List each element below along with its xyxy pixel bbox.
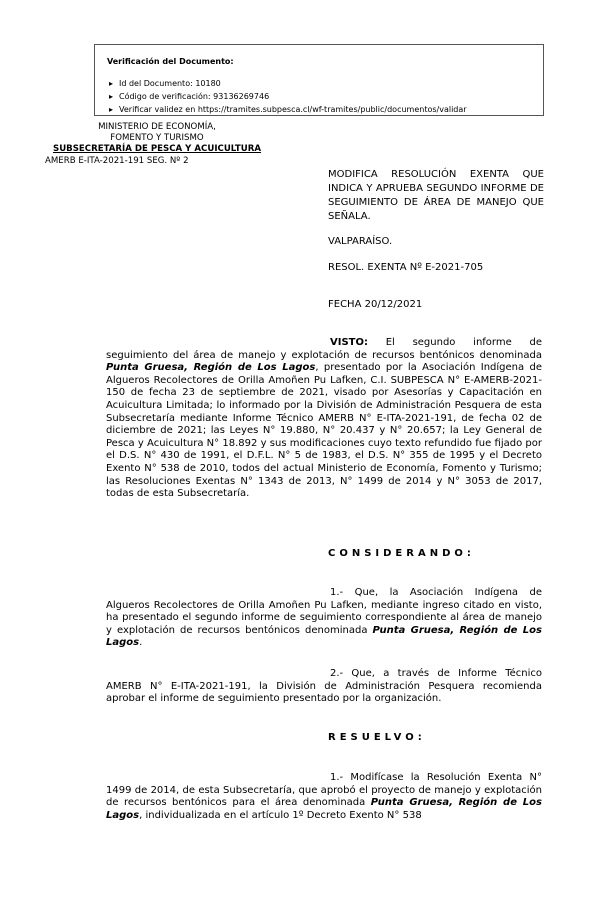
resuelvo-item-1 xyxy=(106,772,542,822)
considerando-item-1 xyxy=(106,587,542,650)
document-date: FECHA 20/12/2021 xyxy=(328,299,423,310)
document-place: VALPARAÍSO. xyxy=(328,236,393,247)
visto-place-name: Punta Gruesa, Región de Los Lagos xyxy=(106,362,316,374)
verification-link[interactable]: ▸ Verificar validez en https://tramites.subpesca.cl/wf-tramites/public/documentos/validar xyxy=(119,103,543,116)
ministry-name-line2: FOMENTO Y TURISMO xyxy=(110,133,204,143)
verification-title: Verificación del Documento: xyxy=(107,57,234,66)
document-id: ▸ Id del Documento: 10180 xyxy=(119,77,543,90)
considerando-1-place-name: Punta Gruesa, Región de Los Lagos xyxy=(106,624,542,649)
document-title: MODIFICA RESOLUCIÓN EXENTA QUE INDICA Y APRUEBA SEGUNDO INFORME DE SEGUIMIENTO DE ÁREA DE MANEJO QUE SEÑALA. xyxy=(328,169,544,222)
visto-paragraph xyxy=(106,337,542,501)
considerando-item-2 xyxy=(106,668,542,706)
resuelvo-1-text-2: , individualizada en el artículo 1º Decreto Exento N° 538 xyxy=(139,809,422,821)
subsecretaria-name: SUBSECRETARÍA DE PESCA Y ACUICULTURA xyxy=(53,144,261,154)
verification-list xyxy=(107,77,543,116)
ministry-header xyxy=(36,122,278,155)
visto-label: VISTO: xyxy=(330,337,368,348)
ministry-name-line1: MINISTERIO DE ECONOMÍA, xyxy=(98,122,216,132)
visto-text-1: El segundo informe de seguimiento del área de manejo y explotación de recursos bentónicos denominada xyxy=(106,337,542,361)
resuelvo-1-text-1: 1.- Modifícase la Resolución Exenta N° 1499 de 2014, de esta Subsecretaría, que aprobó el proyecto de manejo y explotación de recursos bentónicos para el área denominada xyxy=(106,772,542,809)
resuelvo-1-place-name: Punta Gruesa, Región de Los Lagos xyxy=(106,797,542,821)
considerando-1-text-2: . xyxy=(139,637,143,649)
visto-text-2: , presentado por la Asociación Indígena de Algueros Recolectores de Orilla Amoñen Pu Lafken, C.I. SUBPESCA N° E-AMERB-2021-150 de fecha 23 de septiembre de 2021, visado por Asesorías y Capacitación en Acuicultura Limitada; lo informado por la División de Administración Pesquera de esta Subsecretaría mediante Informe Técnico AMERB N° E-ITA-2021-191, de fecha 02 de diciembre de 2021; las Leyes N° 19.880, N° 20.437 y N° 20.657; la Ley General de Pesca y Acuicultura N° 18.892 y sus modificaciones cuyo texto refundido fue fijado por el D.S. N° 430 de 1991, el D.F.L. N° 5 de 1983, el D.S. N° 355 de 1995 y el Decreto Exento N° 538 de 2010, todos del actual Ministerio de Economía, Fomento y Turismo; las Resoluciones Exentas N° 1343 de 2013, N° 1499 de 2014 y N° 3053 de 2017, todas de esta Subsecretaría. xyxy=(106,362,542,500)
verification-box xyxy=(94,44,544,116)
considerando-heading: CONSIDERANDO: xyxy=(328,548,475,559)
reference-code: AMERB E-ITA-2021-191 SEG. Nº 2 xyxy=(45,156,189,166)
considerando-1-text-1: 1.- Que, la Asociación Indígena de Algueros Recolectores de Orilla Amoñen Pu Lafken, mediante ingreso citado en visto, ha presentado el segundo informe de seguimiento correspondiente al área de manejo y explotación de recursos bentónicos denominada xyxy=(106,587,542,636)
resolution-number: RESOL. EXENTA Nº E-2021-705 xyxy=(328,262,484,273)
verification-code: ▸ Código de verificación: 93136269746 xyxy=(119,90,543,103)
considerando-2-text-1: 2.- Que, a través de Informe Técnico AMERB N° E-ITA-2021-191, la División de Administración Pesquera recomienda aprobar el informe de seguimiento presentado por la organización. xyxy=(106,668,542,705)
resuelvo-heading: RESUELVO: xyxy=(328,732,426,743)
